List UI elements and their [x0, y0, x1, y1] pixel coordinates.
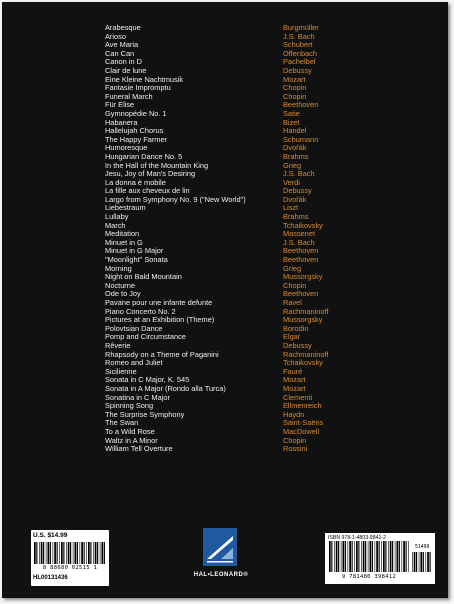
piece-composer: Massenet [283, 229, 316, 239]
contents-row [105, 333, 435, 342]
contents-row [105, 110, 435, 119]
piece-composer: Mussorgsky [283, 272, 323, 282]
piece-title: Spinning Song [105, 401, 154, 411]
piece-composer: Clementi [283, 392, 313, 402]
piece-composer: Tchaikovsky [283, 358, 323, 368]
piece-title: Rêverie [105, 340, 131, 350]
piece-composer: Rachmaninoff [283, 306, 329, 316]
piece-title: Habanera [105, 117, 138, 127]
piece-composer: Brahms [283, 212, 309, 222]
piece-composer: Mussorgsky [283, 315, 323, 325]
piece-composer: Ravel [283, 298, 302, 307]
isbn-sticker [325, 533, 435, 584]
piece-composer: J.S. Bach [283, 31, 315, 41]
piece-title: La fille aux cheveux de lin [105, 186, 190, 196]
piece-composer: Debussy [283, 186, 312, 196]
piece-composer: Handel [283, 126, 307, 136]
piece-title: Canon in D [105, 57, 142, 67]
piece-composer: Tchaikovsky [283, 220, 323, 230]
upc-digits: 8 88680 02515 1 [42, 565, 98, 571]
piece-composer: Rossini [283, 444, 308, 454]
piece-title: In the Hall of the Mountain King [105, 160, 209, 170]
contents-row [105, 213, 435, 222]
piece-composer: Debussy [283, 65, 312, 75]
piece-title: Fantasie Impromptu [105, 83, 171, 93]
piece-composer: Chopin [283, 435, 307, 445]
piece-title: Ave Maria [105, 40, 139, 50]
piece-title: The Surprise Symphony [105, 409, 185, 419]
piece-title: Sonatina in C Major [105, 392, 170, 402]
piece-title: Sicilienne [105, 366, 137, 376]
isbn-barcode [329, 541, 409, 572]
piece-title: Pomp and Circumstance [105, 332, 186, 342]
contents-row [105, 394, 435, 403]
contents-row [105, 33, 435, 42]
piece-title: Funeral March [105, 91, 153, 101]
contents-row [105, 411, 435, 420]
hal-leonard-logo [203, 528, 237, 566]
piece-title: Jesu, Joy of Man's Desiring [105, 169, 196, 179]
piece-composer: Debussy [283, 340, 312, 350]
piece-composer: Offenbach [283, 48, 317, 58]
price-addon-barcode [412, 552, 432, 572]
piece-title: Polovtsian Dance [105, 323, 163, 333]
piece-title: Waltz in A Minor [105, 435, 158, 445]
piece-title: Night on Bald Mountain [105, 272, 182, 282]
back-cover [2, 2, 448, 598]
piece-composer: Chopin [283, 91, 307, 101]
piece-title: Für Elise [105, 100, 135, 110]
contents-row [105, 359, 435, 368]
piece-title: Gymnopédie No. 1 [105, 108, 167, 118]
piece-composer: Rachmaninoff [283, 349, 329, 359]
piece-title: Nocturne [105, 280, 135, 290]
piece-composer: Beethoven [283, 246, 319, 256]
piece-title: Piano Concerto No. 2 [105, 306, 176, 316]
piece-title: Largo from Symphony No. 9 ("New World") [105, 194, 246, 204]
contents-list [105, 24, 435, 454]
piece-composer: Elgar [283, 332, 301, 342]
contents-row [105, 222, 435, 231]
piece-composer: J.S. Bach [283, 237, 315, 247]
piece-title: March [105, 220, 126, 230]
contents-row [105, 230, 435, 239]
piece-composer: Dvořák [283, 194, 307, 204]
piece-composer: Grieg [283, 263, 302, 273]
isbn-label: ISBN 978-1-4803-9841-2 [328, 535, 386, 541]
piece-composer: Brahms [283, 151, 309, 161]
piece-title: Ode to Joy [105, 289, 141, 299]
piece-composer: Chopin [283, 83, 307, 93]
publisher-name: HAL•LEONARD® [193, 572, 249, 578]
contents-row [105, 256, 435, 265]
contents-row [105, 41, 435, 50]
price-sticker [31, 530, 109, 586]
piece-title: Pavane pour une infante defunte [105, 298, 213, 307]
contents-row [105, 282, 435, 291]
contents-row [105, 93, 435, 102]
piece-title: Minuet in G Major [105, 246, 164, 256]
piece-composer: Dvořák [283, 143, 307, 153]
contents-row [105, 136, 435, 145]
piece-composer: Beethoven [283, 100, 319, 110]
piece-composer: Beethoven [283, 289, 319, 299]
piece-title: Arioso [105, 31, 126, 41]
piece-composer: Saint-Saëns [283, 418, 324, 428]
piece-title: Rhapsody on a Theme of Paganini [105, 349, 219, 359]
contents-row [105, 50, 435, 59]
piece-title: Clair de lune [105, 65, 147, 75]
contents-row [105, 204, 435, 213]
piece-composer: Ellmenreich [283, 401, 322, 411]
piece-composer: Fauré [283, 366, 303, 376]
piece-composer: Mozart [283, 375, 306, 385]
piece-composer: Bizet [283, 117, 300, 127]
piece-title: To a Wild Rose [105, 426, 155, 436]
piece-composer: Mozart [283, 383, 306, 393]
contents-row [105, 58, 435, 67]
piece-composer: Beethoven [283, 255, 319, 265]
piece-title: The Happy Farmer [105, 134, 168, 144]
piece-title: Humoresque [105, 143, 148, 153]
piece-composer: Liszt [283, 203, 299, 213]
piece-title: Morning [105, 263, 132, 273]
piece-composer: Chopin [283, 280, 307, 290]
piece-title: Liebestraum [105, 203, 146, 213]
piece-title: Arabesque [105, 23, 141, 32]
price-label: U.S. $14.99 [33, 532, 68, 539]
piece-title: Lullaby [105, 212, 129, 222]
piece-composer: Burgmüller [283, 23, 319, 32]
piece-title: The Swan [105, 418, 139, 428]
piece-title: Meditation [105, 229, 140, 239]
piece-composer: Borodin [283, 323, 309, 333]
piece-composer: Haydn [283, 409, 305, 419]
piece-composer: Grieg [283, 160, 302, 170]
piece-composer: J.S. Bach [283, 169, 315, 179]
upc-barcode [34, 542, 106, 564]
piece-composer: Schumann [283, 134, 319, 144]
piece-composer: Mozart [283, 74, 306, 84]
contents-row [105, 84, 435, 93]
price-code: 51499 [415, 545, 430, 550]
contents-row [105, 273, 435, 282]
piece-title: Pictures at an Exhibition (Theme) [105, 315, 215, 325]
contents-row [105, 24, 435, 33]
piece-composer: Satie [283, 108, 300, 118]
hal-leonard-logo-mark [203, 528, 237, 566]
piece-composer: MacDowell [283, 426, 320, 436]
piece-title: Sonata in C Major, K. 545 [105, 375, 190, 385]
piece-title: La donna è mobile [105, 177, 166, 187]
piece-title: Can Can [105, 48, 135, 58]
contents-row [105, 196, 435, 205]
isbn-digits: 9 781480 398412 [341, 574, 397, 580]
piece-composer: Schubert [283, 40, 313, 50]
item-code: HL00131436 [33, 575, 68, 581]
piece-title: Hallelujah Chorus [105, 126, 164, 136]
piece-title: Romeo and Juliet [105, 358, 163, 368]
piece-composer: Verdi [283, 177, 300, 187]
piece-title: Minuet in G [105, 237, 143, 247]
piece-title: "Moonlight" Sonata [105, 255, 168, 265]
piece-title: Sonata in A Major (Rondo alla Turca) [105, 383, 226, 393]
contents-row [105, 445, 435, 454]
piece-title: Eine Kleine Nachtmusik [105, 74, 184, 84]
piece-composer: Pachelbel [283, 57, 316, 67]
piece-title: William Tell Overture [105, 444, 173, 454]
piece-title: Hungarian Dance No. 5 [105, 151, 183, 161]
